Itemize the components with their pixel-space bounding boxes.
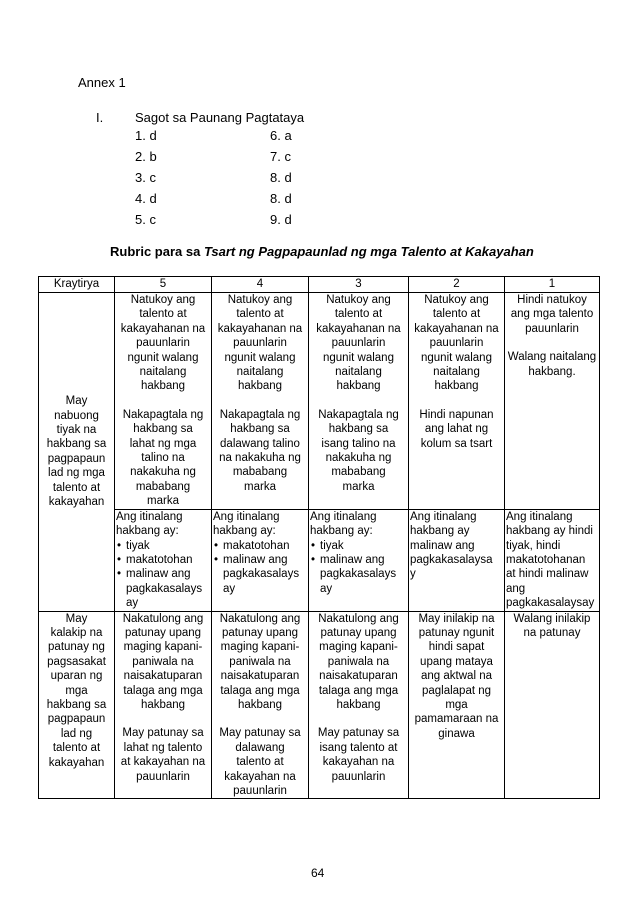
cell-line: maging kapani- (123, 641, 203, 654)
rubric-title (110, 244, 534, 260)
cell-line: hakbang ay hindi (506, 525, 593, 538)
cell-line: Nakatulong ang (122, 612, 204, 625)
cell-line: patunay upang (320, 626, 397, 639)
cell-line: malinaw ang (410, 539, 475, 552)
cell-line: Walang inilakip (513, 612, 591, 625)
cell-line: upang mataya (420, 655, 493, 668)
cell-line: lahat ng mga (129, 437, 197, 450)
bullet-item: • malinaw ang pagkakasalays ay (116, 567, 210, 610)
cell-line: talento at (236, 308, 284, 321)
cell-line: maging kapani- (319, 641, 398, 654)
table-row (39, 611, 600, 799)
cell-line: tiyak, hindi (506, 539, 561, 552)
cell-line: hakbang ay: (310, 525, 373, 538)
rubric-title-plain: Rubric para sa (110, 244, 204, 259)
cell-line: talento at (139, 308, 187, 321)
cell-line: mababang (232, 466, 288, 479)
cell-line: talino na (141, 452, 185, 465)
cell-line: na patunay (523, 626, 581, 639)
cell-line: mababang (331, 466, 386, 479)
page-number: 64 (311, 866, 325, 880)
bullet-list (310, 539, 407, 597)
cell-line: hakbang ay: (116, 525, 179, 538)
cell-line: ngunit walang (224, 351, 296, 364)
cell-line: Nakatulong ang (219, 612, 301, 625)
cell-line: pauunlarin (429, 337, 484, 350)
answer-item: 2. b (135, 149, 157, 164)
criterion-cell (39, 611, 115, 799)
table-header-row (39, 277, 600, 293)
cell-line: ang lahat ng (424, 423, 489, 436)
bullet-item: • tiyak (310, 539, 407, 553)
rubric-cell (115, 611, 212, 799)
cell-line: hakbang (237, 380, 283, 393)
bullet-item: • malinaw ang pagkakasalays ay (213, 553, 307, 596)
cell-line: pagsasakat (47, 655, 106, 668)
cell-line: talaga ang mga (318, 684, 399, 697)
cell-line: hindi sapat (428, 641, 485, 654)
cell-line: May inilakip na (418, 612, 495, 625)
cell-line: hakbang ay: (213, 525, 276, 538)
cell-line: May patunay sa (317, 727, 400, 740)
cell-line: kakayahan na (322, 756, 395, 769)
cell-line: naisakatuparan (123, 670, 203, 683)
cell-line: talento at (52, 742, 101, 755)
table-row (39, 509, 600, 611)
section-title: Sagot sa Paunang Pagtataya (135, 110, 305, 125)
header-cell: 5 (115, 277, 212, 293)
cell-line: Ang itinalang (310, 510, 377, 523)
cell-line: kakayahan (48, 495, 105, 508)
header-cell: 3 (309, 277, 409, 293)
rubric-cell (212, 509, 309, 611)
annex-label: Annex 1 (78, 75, 126, 90)
bullet-item: • makatotohan (213, 539, 307, 553)
cell-line: Nakapagtala ng (318, 408, 399, 421)
cell-line: pauunlarin (525, 322, 579, 335)
rubric-cell (409, 509, 505, 611)
rubric-cell (309, 509, 409, 611)
cell-line: hakbang (140, 698, 186, 711)
cell-line: nakakuha ng (130, 466, 196, 479)
cell-line: kakayahanan na (120, 322, 206, 335)
cell-line: pamamaraan na (414, 713, 499, 726)
cell-line: ang (506, 582, 526, 595)
cell-line: pauunlarin (233, 337, 287, 350)
cell-line: talento at (236, 756, 284, 769)
cell-line: ginawa (438, 727, 475, 740)
rubric-cell (309, 293, 409, 510)
cell-line: lad ng (60, 727, 93, 740)
cell-line: maging kapani- (220, 641, 300, 654)
cell-line: naitalang (139, 366, 187, 379)
cell-line: hakbang sa (133, 423, 193, 436)
cell-line: May (65, 395, 88, 408)
cell-line: hakbang (434, 380, 479, 393)
rubric-cell (409, 611, 505, 799)
cell-line: paniwala na (229, 655, 291, 668)
answer-item: 9. d (270, 212, 292, 227)
cell-line: Natukoy ang (130, 294, 196, 306)
cell-line: mga (65, 684, 88, 697)
cell-line: mababang (135, 480, 191, 493)
answer-list-left (135, 128, 157, 233)
rubric-cell (505, 611, 600, 799)
bullet-item: • makatotohan (116, 553, 210, 567)
cell-line: May patunay sa (219, 727, 301, 740)
cell-line: hakbang. (528, 365, 576, 378)
cell-line: naitalang (236, 366, 284, 379)
answer-item: 8. d (270, 170, 292, 185)
table-row (39, 293, 600, 510)
cell-line: hakbang sa (46, 698, 107, 711)
cell-line: naitalang (433, 366, 480, 379)
rubric-cell (212, 293, 309, 510)
cell-line: naisakatuparan (319, 670, 398, 683)
cell-line: Natukoy ang (326, 294, 391, 306)
cell-line: ang aktwal na (421, 670, 492, 683)
cell-line: pagkakasalaysay (506, 597, 595, 610)
cell-line: patunay upang (124, 626, 202, 639)
header-cell: 4 (212, 277, 309, 293)
rubric-cell (212, 611, 309, 799)
cell-line: May patunay sa (122, 727, 204, 740)
cell-line: kakayahanan na (217, 322, 303, 335)
cell-line: talento at (432, 308, 481, 321)
cell-line: Nakapagtala ng (219, 408, 301, 421)
cell-line: hakbang (140, 380, 186, 393)
cell-line: tiyak na (56, 423, 97, 436)
cell-line: kolum sa tsart (420, 437, 493, 450)
cell-line: kalakip na (50, 626, 103, 639)
cell-line: Natukoy ang (227, 294, 293, 306)
cell-line: Hindi napunan (419, 408, 494, 421)
header-cell: 2 (409, 277, 505, 293)
cell-line: marka (244, 480, 276, 493)
cell-line: uparan ng (50, 670, 103, 683)
cell-line: talento at (334, 308, 383, 321)
cell-line: Nakatulong ang (318, 612, 399, 625)
cell-line: talaga ang mga (123, 684, 203, 697)
cell-line: patunay ng (48, 641, 105, 654)
rubric-cell (409, 293, 505, 510)
cell-line: naitalang (335, 366, 382, 379)
bullet-item: • tiyak (116, 539, 210, 553)
answer-item: 3. c (135, 170, 156, 185)
cell-line: paniwala na (132, 655, 194, 668)
bullet-list (116, 539, 210, 611)
cell-line: nabuong (54, 409, 99, 422)
cell-line: Walang naitalang (507, 351, 597, 364)
cell-line: Natukoy ang (424, 294, 489, 306)
cell-line: Ang itinalang (116, 510, 183, 523)
answer-item: 4. d (135, 191, 157, 206)
cell-line: talento at (52, 481, 101, 494)
rubric-cell (505, 509, 600, 611)
answer-item: 7. c (270, 149, 291, 164)
cell-line: lad ng mga (48, 467, 105, 480)
cell-line: pauunlarin (331, 337, 386, 350)
cell-line: patunay upang (221, 626, 299, 639)
criterion-cell (39, 293, 115, 612)
cell-line: kakayahanan na (414, 322, 499, 335)
cell-line: pagkakasalaysa (410, 553, 493, 566)
cell-line: nakakuha ng (325, 452, 392, 465)
cell-line: patunay ngunit (418, 626, 495, 639)
rubric-title-italic: Tsart ng Pagpapaunlad ng mga Talento at Kakayahan (203, 244, 534, 259)
cell-line: hakbang sa (46, 438, 107, 451)
cell-line: kakayahan (48, 756, 105, 769)
rubric-table (38, 276, 600, 799)
cell-line: hakbang sa (230, 423, 290, 436)
cell-line: hakbang ay (410, 525, 470, 538)
cell-line: paniwala na (327, 655, 390, 668)
answer-item: 6. a (270, 128, 292, 143)
rubric-cell (115, 509, 212, 611)
cell-line: Ang itinalang (213, 510, 280, 523)
cell-line: dalawang (235, 741, 285, 754)
cell-line: y (410, 568, 416, 581)
cell-line: Ang itinalang (506, 510, 573, 523)
cell-line: pagpapaun (47, 713, 106, 726)
cell-line: makatotohanan (506, 553, 586, 566)
cell-line: kakayahanan na (316, 322, 401, 335)
cell-line: hakbang (336, 698, 381, 711)
cell-line: dalawang talino (220, 437, 300, 450)
section-numeral: I. (96, 110, 104, 125)
cell-line: mga (445, 698, 468, 711)
header-cell: 1 (505, 277, 600, 293)
cell-line: lahat ng talento (123, 741, 203, 754)
cell-line: marka (342, 480, 375, 493)
bullet-list (213, 539, 307, 597)
cell-line: at kakayahan na (120, 756, 206, 769)
cell-line: pauunlarin (233, 785, 287, 797)
cell-line: isang talino na (321, 437, 396, 450)
rubric-cell (309, 611, 409, 799)
answer-item: 5. c (135, 212, 156, 227)
cell-line: Ang itinalang (410, 510, 477, 523)
header-cell: Kraytirya (39, 277, 115, 293)
cell-line: pauunlarin (136, 770, 190, 783)
cell-line: kakayahan na (224, 770, 296, 783)
cell-line: Nakapagtala ng (122, 408, 204, 421)
cell-line: pagpapaun (47, 452, 106, 465)
cell-line: talaga ang mga (220, 684, 300, 697)
cell-line: pauunlarin (136, 337, 190, 350)
cell-line: May (65, 612, 88, 625)
cell-line: hakbang (237, 698, 283, 711)
cell-line: paglalapat ng (421, 684, 492, 697)
answer-item: 1. d (135, 128, 157, 143)
cell-line: hakbang (336, 380, 381, 393)
rubric-cell (505, 293, 600, 510)
cell-line: marka (147, 495, 179, 508)
cell-line: Hindi natukoy (517, 294, 587, 306)
cell-line: ngunit walang (127, 351, 199, 364)
cell-line: ngunit walang (421, 351, 492, 364)
answer-item: 8. d (270, 191, 292, 206)
cell-line: ang mga talento (510, 308, 594, 321)
cell-line: at hindi malinaw (506, 568, 589, 581)
cell-line: naisakatuparan (220, 670, 300, 683)
cell-line: pauunlarin (331, 770, 386, 783)
cell-line: hakbang sa (328, 423, 389, 436)
rubric-cell (115, 293, 212, 510)
answer-list-right (270, 128, 292, 233)
cell-line: isang talento at (319, 741, 398, 754)
bullet-item: • malinaw ang pagkakasalays ay (310, 553, 407, 596)
cell-line: na nakakuha ng (219, 452, 301, 465)
cell-line: ngunit walang (323, 351, 394, 364)
